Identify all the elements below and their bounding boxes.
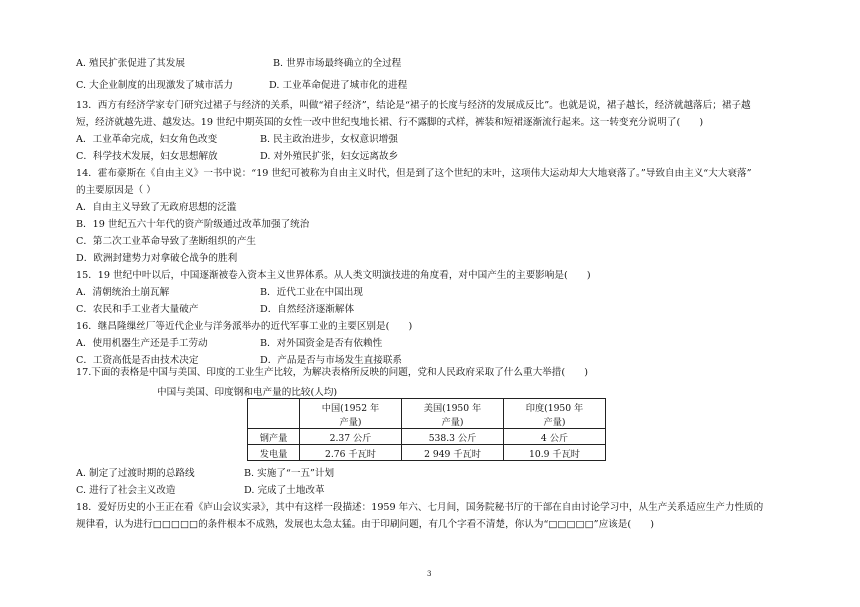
q12-option-c: C. 大企业制度的出现激发了城市活力 <box>76 80 234 91</box>
table-header-india <box>504 399 606 429</box>
table-cell: 2.76 千瓦时 <box>300 445 402 461</box>
q12-option-a: A. 殖民扩张促进了其发展 <box>76 58 185 69</box>
q14-option-a: A．自由主义导致了无政府思想的泛滥 <box>76 202 237 213</box>
q15-option-c: C．农民和手工业者大量破产 <box>76 304 199 315</box>
q13-option-a: A．工业革命完成，妇女角色改变 <box>76 134 218 145</box>
q16-option-b: B．对外国资金是否有依赖性 <box>260 338 383 349</box>
table-header-china <box>300 399 402 429</box>
q16-option-c: C．工资高低是否由技术决定 <box>76 355 199 366</box>
table-cell: 4 公斤 <box>504 429 606 445</box>
table-cell: 钢产量 <box>248 429 300 445</box>
q14-option-d: D．欧洲封建势力对拿破仑战争的胜利 <box>76 253 238 264</box>
header-usa-line-2: 产量) <box>441 416 464 428</box>
q14-option-b: B．19 世纪五六十年代的资产阶级通过改革加强了统治 <box>76 219 310 230</box>
q14-stem-line-1: 14．霍布豪斯在《自由主义》一书中说：“19 世纪可被称为自由主义时代，但是到了这个世纪的末叶，这项伟大运动却大大地衰落了。”导致自由主义“大大衰落” <box>76 168 752 179</box>
table-header-usa <box>402 399 504 429</box>
q17-option-d: D. 完成了土地改革 <box>244 485 325 496</box>
q15-option-b: B．近代工业在中国出现 <box>260 287 363 298</box>
page-number: 3 <box>427 570 432 578</box>
table-header-empty <box>248 399 300 429</box>
q14-stem-line-2: 的主要原因是（ ） <box>76 185 156 196</box>
q17-option-a: A. 制定了过渡时期的总路线 <box>76 468 195 479</box>
q15-option-d: D．自然经济逐渐解体 <box>260 304 355 315</box>
q18-stem-line-2: 规律看，认为进行□□□□□的条件根本不成熟，发展也太急太猛。由于印刷问题，有几个字看不清楚，你认为“□□□□□”应该是( ) <box>76 519 655 530</box>
header-china-line-2: 产量) <box>339 416 362 428</box>
table-cell: 发电量 <box>248 445 300 461</box>
table-cell: 2.37 公斤 <box>300 429 402 445</box>
q13-stem-line-2: 短，经济就越先进、越发达。19 世纪中期英国的女性一改中世纪曳地长裙、行不露脚的式样，裤装和短裙逐渐流行起来。这一转变充分说明了( ) <box>76 117 704 128</box>
table-cell: 10.9 千瓦时 <box>504 445 606 461</box>
q15-stem: 15．19 世纪中叶以后，中国逐渐被卷入资本主义世界体系。从人类文明演技进的角度看，对中国产生的主要影响是( ) <box>76 270 591 281</box>
table-caption: 中国与美国、印度钢和电产量的比较(人均) <box>157 387 338 398</box>
q12-option-d: D. 工业革命促进了城市化的进程 <box>269 80 408 91</box>
q16-option-d: D．产品是否与市场发生直接联系 <box>260 355 403 366</box>
q13-stem-line-1: 13．西方有经济学家专门研究过裙子与经济的关系，叫做“裙子经济”，结论是“裙子的长度与经济的发展成反比”。也就是说，裙子越长，经济就越落后；裙子越 <box>76 100 751 111</box>
header-india-line-2: 产量) <box>543 416 566 428</box>
comparison-table <box>247 398 606 461</box>
q14-option-c: C．第二次工业革命导致了垄断组织的产生 <box>76 236 257 247</box>
q18-stem-line-1: 18．爱好历史的小王正在看《庐山会议实录》，其中有这样一段描述：1959 年六、七月间，国务院秘书厅的干部在自由讨论学习中，从生产关系适应生产力性质的 <box>76 502 764 513</box>
header-china-line-1: 中国(1952 年 <box>321 402 380 414</box>
q17-option-c: C. 进行了社会主义改造 <box>76 485 176 496</box>
table-cell: 538.3 公斤 <box>402 429 504 445</box>
table-row <box>248 445 606 461</box>
q17-stem: 17.下面的表格是中国与美国、印度的工业生产比较，为解决表格所反映的问题，党和人民政府采取了什么重大举措( ) <box>76 367 589 378</box>
table-row <box>248 429 606 445</box>
q13-option-b: B. 民主政治进步，女权意识增强 <box>260 134 398 145</box>
q15-option-a: A．清朝统治土崩瓦解 <box>76 287 170 298</box>
header-usa-line-1: 美国(1950 年 <box>423 402 482 414</box>
table-cell: 2 949 千瓦时 <box>402 445 504 461</box>
table-header-row <box>248 399 606 429</box>
q13-option-d: D. 对外殖民扩张，妇女远离故乡 <box>260 151 399 162</box>
q16-stem: 16．继昌隆缫丝厂等近代企业与洋务派举办的近代军事工业的主要区别是( ) <box>76 321 413 332</box>
header-india-line-1: 印度(1950 年 <box>525 402 584 414</box>
q16-option-a: A．使用机器生产还是手工劳动 <box>76 338 208 349</box>
q17-option-b: B. 实施了“一五”计划 <box>244 468 335 479</box>
q13-option-c: C．科学技术发展，妇女思想解放 <box>76 151 218 162</box>
q12-option-b: B. 世界市场最终确立的全过程 <box>273 58 402 69</box>
